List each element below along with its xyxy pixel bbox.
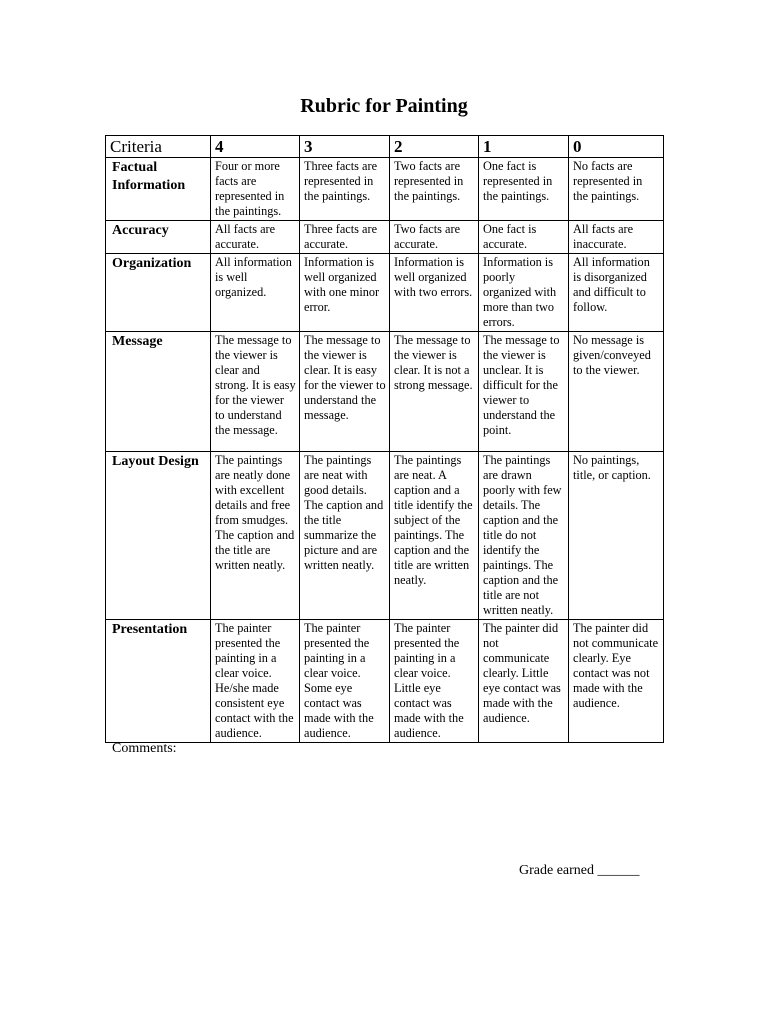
table-row-factual-information (106, 158, 664, 221)
rubric-cell: One fact is accurate. (479, 221, 569, 254)
rubric-cell: The message to the viewer is clear. It is not a strong message. (390, 332, 479, 452)
rubric-cell: One fact is represented in the paintings. (479, 158, 569, 221)
rubric-cell: The painter did not communicate clearly. Eye contact was not made with the audience. (569, 620, 664, 743)
criterion-label: Organization (106, 254, 211, 332)
rubric-cell: Two facts are accurate. (390, 221, 479, 254)
table-row-accuracy (106, 221, 664, 254)
criterion-label: Accuracy (106, 221, 211, 254)
rubric-cell: The message to the viewer is clear and strong. It is easy for the viewer to understand the message. (211, 332, 300, 452)
document-title: Rubric for Painting (300, 95, 468, 117)
column-header-score-1: 1 (479, 136, 569, 158)
column-header-criteria: Criteria (106, 136, 211, 158)
rubric-cell: All information is disorganized and difficult to follow. (569, 254, 664, 332)
rubric-cell: Three facts are accurate. (300, 221, 390, 254)
rubric-cell: All facts are inaccurate. (569, 221, 664, 254)
rubric-cell: Information is well organized with two errors. (390, 254, 479, 332)
table-row-message (106, 332, 664, 452)
rubric-cell: The paintings are neat. A caption and a title identify the subject of the paintings. The caption and the title are written neatly. (390, 452, 479, 620)
rubric-cell: The paintings are neat with good details. The caption and the title summarize the picture and are written neatly. (300, 452, 390, 620)
rubric-cell: The painter did not communicate clearly. Little eye contact was made with the audience. (479, 620, 569, 743)
rubric-cell: No message is given/conveyed to the viewer. (569, 332, 664, 452)
rubric-cell: The painter presented the painting in a clear voice. He/she made consistent eye contact with the audience. (211, 620, 300, 743)
rubric-cell: Three facts are represented in the paintings. (300, 158, 390, 221)
rubric-cell: No paintings, title, or caption. (569, 452, 664, 620)
column-header-score-4: 4 (211, 136, 300, 158)
table-row-organization (106, 254, 664, 332)
criterion-label: Factual Information (106, 158, 211, 221)
comments-label: Comments: (112, 741, 177, 756)
criterion-label: Layout Design (106, 452, 211, 620)
column-header-score-0: 0 (569, 136, 664, 158)
rubric-cell: The painter presented the painting in a clear voice. Some eye contact was made with the audience. (300, 620, 390, 743)
criterion-label: Presentation (106, 620, 211, 743)
rubric-cell: The painter presented the painting in a clear voice. Little eye contact was made with the audience. (390, 620, 479, 743)
rubric-cell: Two facts are represented in the paintings. (390, 158, 479, 221)
table-row-presentation (106, 620, 664, 743)
column-header-score-3: 3 (300, 136, 390, 158)
rubric-cell: All information is well organized. (211, 254, 300, 332)
rubric-cell: The message to the viewer is unclear. It is difficult for the viewer to understand the point. (479, 332, 569, 452)
header-row (106, 136, 664, 158)
rubric-cell: All facts are accurate. (211, 221, 300, 254)
criterion-label: Message (106, 332, 211, 452)
table-row-layout-design (106, 452, 664, 620)
rubric-cell: Four or more facts are represented in the paintings. (211, 158, 300, 221)
column-header-score-2: 2 (390, 136, 479, 158)
rubric-cell: No facts are represented in the paintings. (569, 158, 664, 221)
rubric-cell: Information is well organized with one minor error. (300, 254, 390, 332)
rubric-cell: Information is poorly organized with more than two errors. (479, 254, 569, 332)
rubric-cell: The paintings are neatly done with excellent details and free from smudges. The caption and the title are written neatly. (211, 452, 300, 620)
grade-earned-field[interactable]: Grade earned ______ (519, 863, 640, 878)
rubric-cell: The paintings are drawn poorly with few details. The caption and the title do not identify the paintings. The caption and the title are not written neatly. (479, 452, 569, 620)
rubric-table (105, 135, 664, 743)
rubric-cell: The message to the viewer is clear. It is easy for the viewer to understand the message. (300, 332, 390, 452)
